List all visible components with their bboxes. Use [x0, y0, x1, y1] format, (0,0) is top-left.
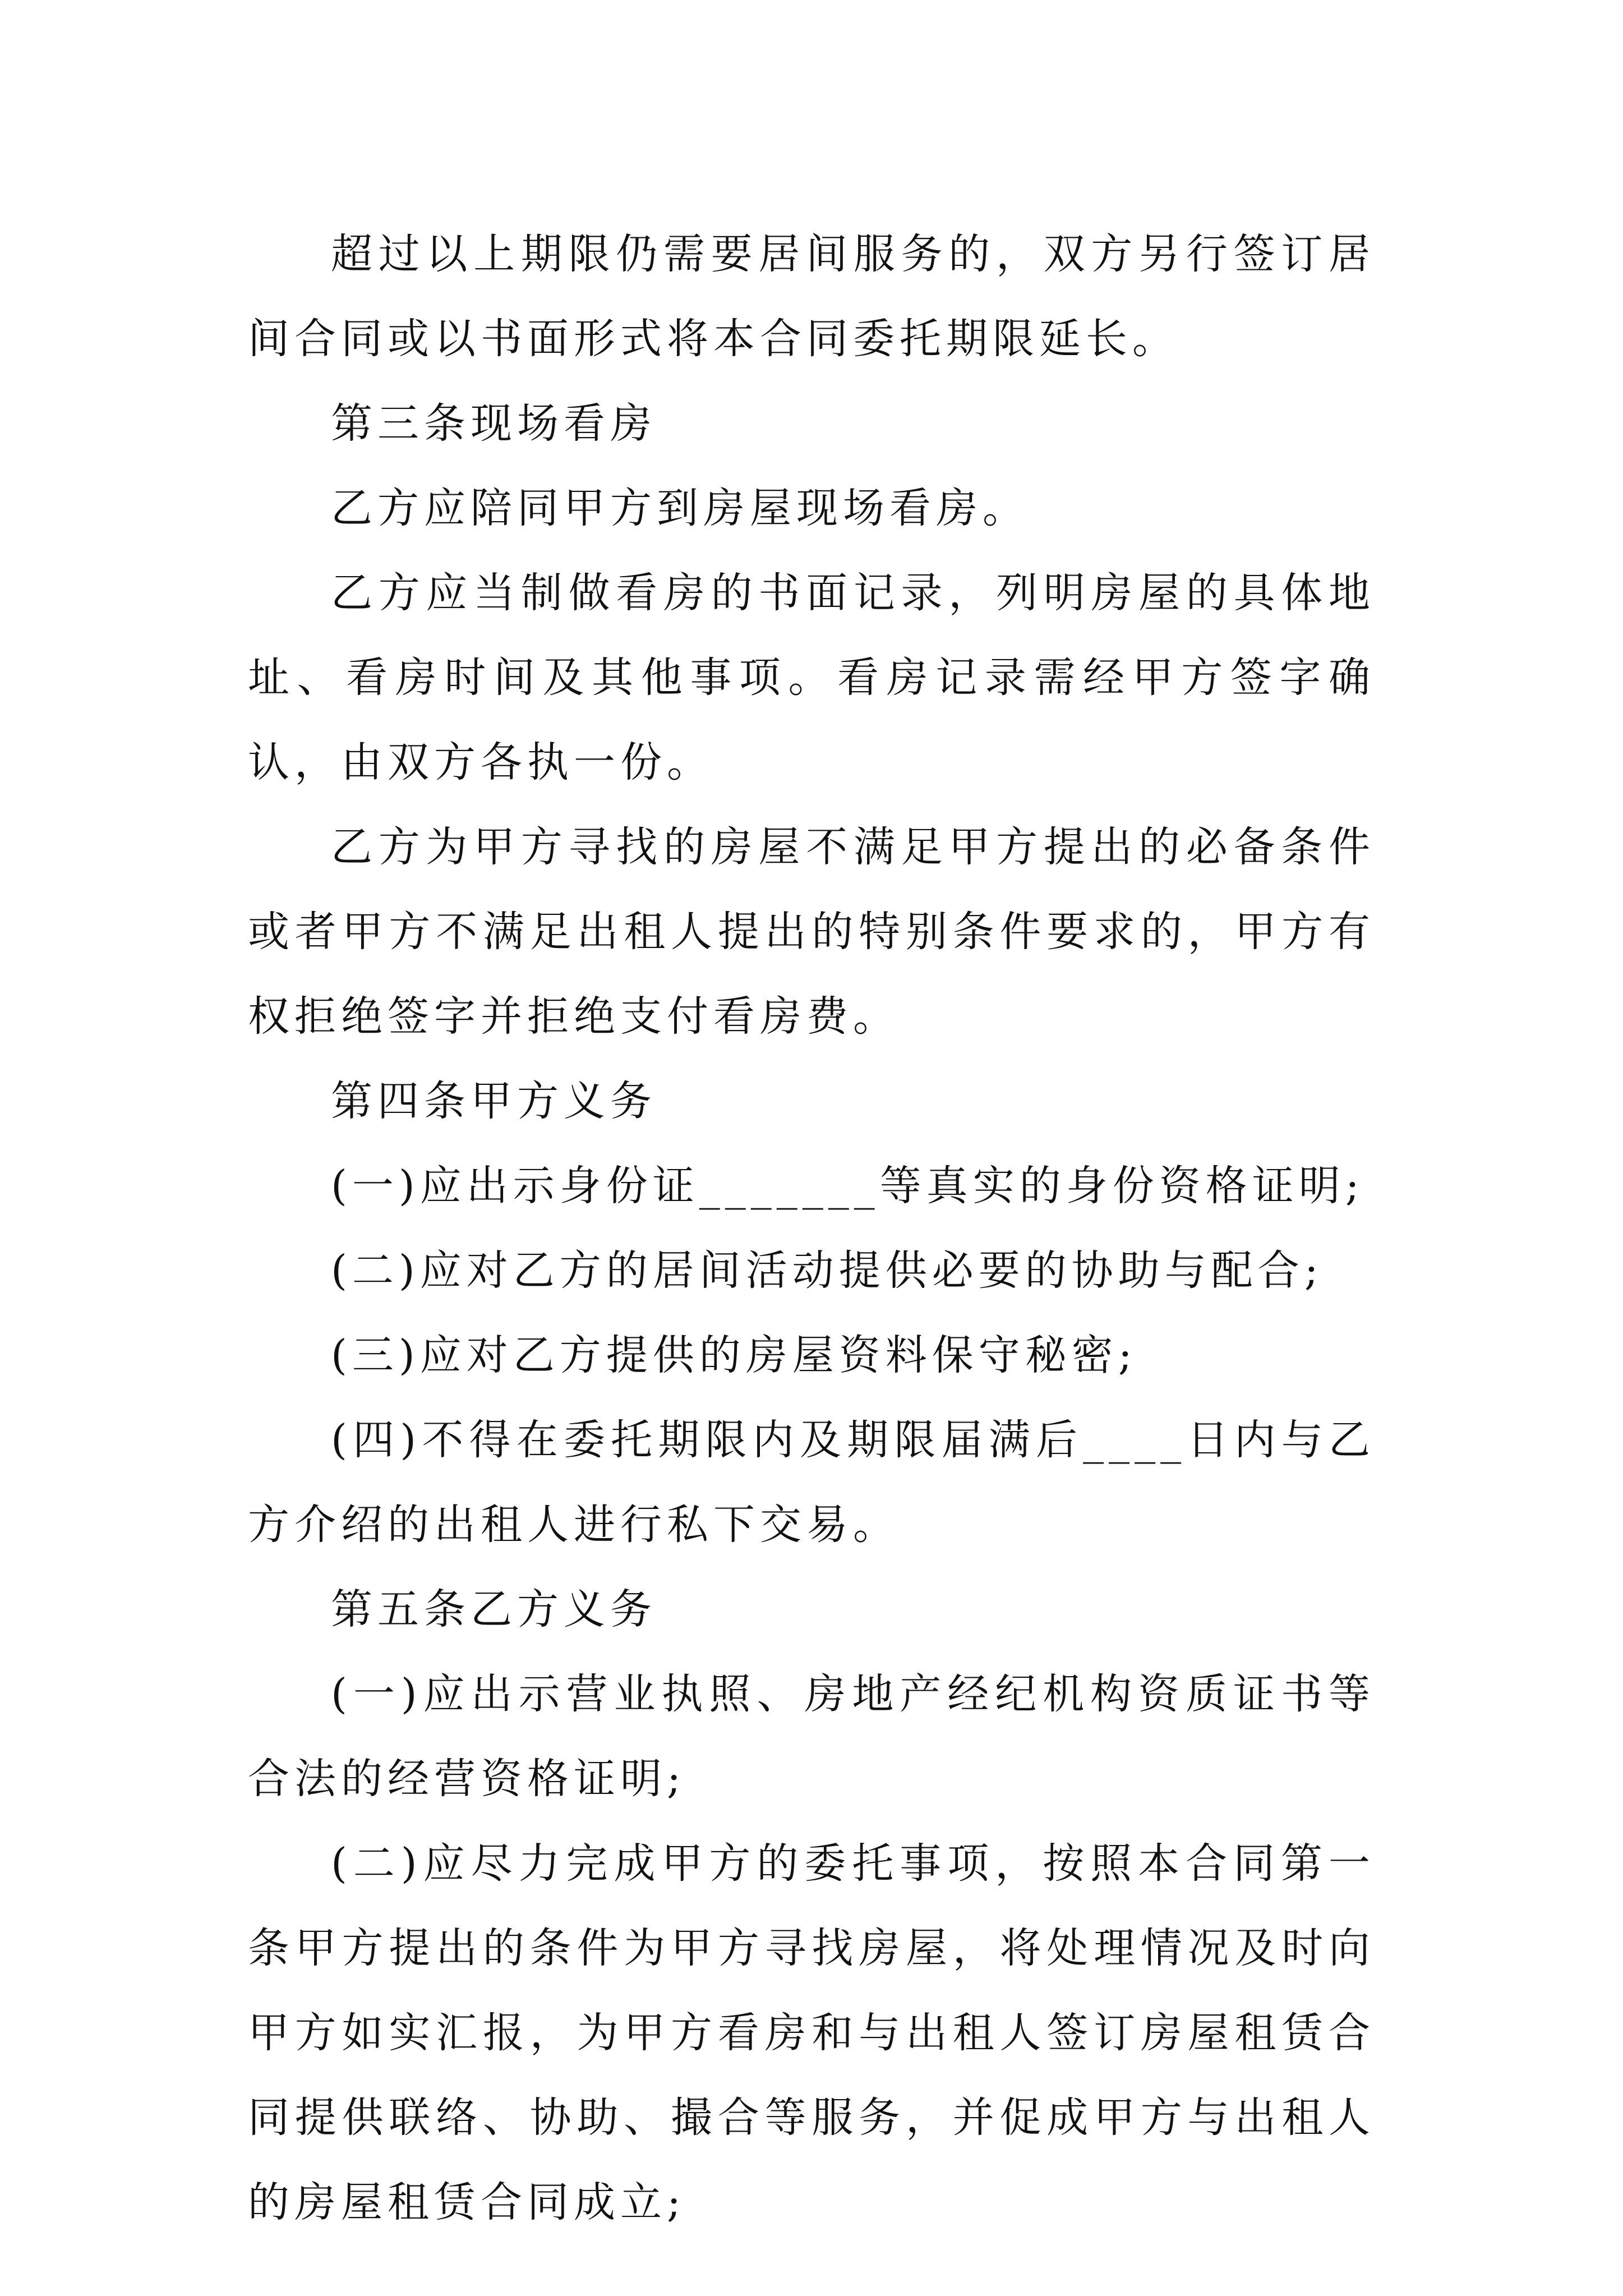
heading-article-4: 第四条甲方义务	[331, 1077, 657, 1125]
list-item-party-b-1: (一)应出示营业执照、房地产经纪机构资质证书等合法的经营资格证明;	[248, 1670, 1375, 1803]
document-body	[248, 212, 1375, 2245]
list-item-party-a-3: (三)应对乙方提供的房屋资料保守秘密;	[331, 1331, 1137, 1379]
paragraph-viewing-record: 乙方应当制做看房的书面记录，列明房屋的具体地址、看房时间及其他事项。看房记录需经甲方签字确认，由双方各执一份。	[248, 569, 1375, 786]
list-item-party-a-4: (四)不得在委托期限内及期限届满后____日内与乙方介绍的出租人进行私下交易。	[248, 1416, 1375, 1549]
heading-article-3: 第三条现场看房	[331, 399, 657, 448]
list-item-party-b-2: (二)应尽力完成甲方的委托事项，按照本合同第一条甲方提出的条件为甲方寻找房屋，将处理情况及时向甲方如实汇报，为甲方看房和与出租人签订房屋租赁合同提供联络、协助、撮合等服务，并促成甲方与出租人的房屋租赁合同成立;	[248, 1839, 1375, 2226]
list-item-party-a-2: (二)应对乙方的居间活动提供必要的协助与配合;	[331, 1246, 1324, 1295]
paragraph-refuse-signature: 乙方为甲方寻找的房屋不满足甲方提出的必备条件或者甲方不满足出租人提出的特别条件要求的，甲方有权拒绝签字并拒绝支付看房费。	[248, 823, 1375, 1041]
list-item-party-a-1: (一)应出示身份证_______等真实的身份资格证明;	[331, 1162, 1364, 1210]
heading-article-5: 第五条乙方义务	[331, 1585, 657, 1634]
paragraph-term-extension: 超过以上期限仍需要居间服务的，双方另行签订居间合同或以书面形式将本合同委托期限延长。	[248, 230, 1375, 363]
paragraph-accompany-viewing: 乙方应陪同甲方到房屋现场看房。	[331, 484, 1029, 532]
